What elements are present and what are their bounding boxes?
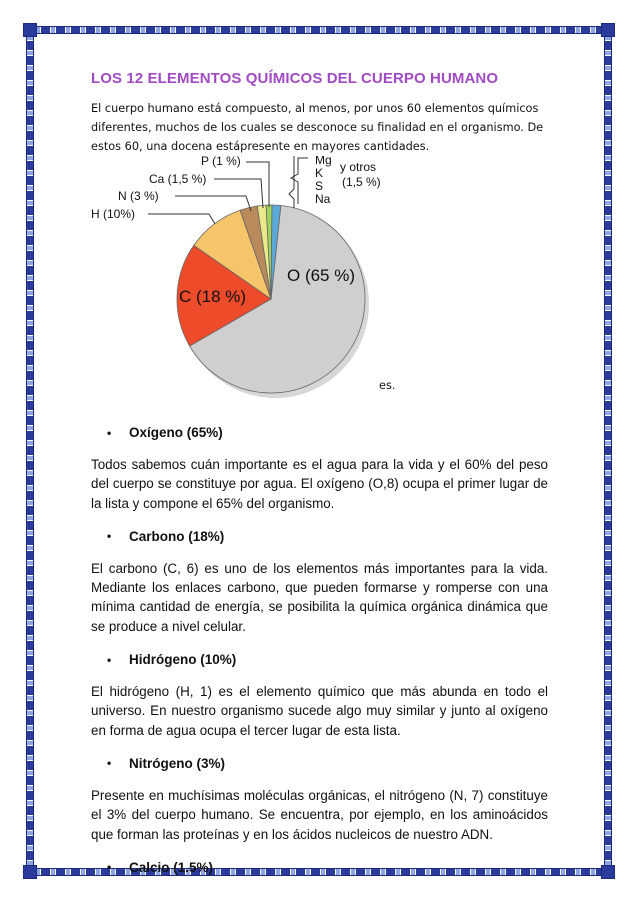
pie-label-group-k: K <box>315 166 324 180</box>
page-border-top <box>26 26 612 34</box>
pie-label-p: P (1 %) <box>201 156 241 168</box>
section-heading <box>91 652 548 667</box>
bullet-icon: • <box>107 860 112 875</box>
trailing-text: es. <box>379 379 396 392</box>
pie-label-group-na: Na <box>315 192 331 206</box>
pie-label-h: H (10%) <box>91 207 136 221</box>
border-corner-bottom-right <box>601 865 615 879</box>
bullet-icon: • <box>107 425 112 440</box>
pie-label-c: C (18 %) <box>179 287 247 306</box>
pie-label-ca: Ca (1,5 %) <box>149 172 207 186</box>
section-body: Todos sabemos cuán importante es el agua para la vida y el 60% del peso del cuerpo se constituye por agua. El oxígeno (O,8) ocupa el primer lugar de la lista y compone el 65% del organismo. <box>91 457 548 511</box>
pie-label-o: O (65 %) <box>287 266 356 285</box>
section-heading <box>91 860 548 875</box>
bullet-icon: • <box>107 529 112 544</box>
page-border-left <box>26 26 34 876</box>
leader-p <box>246 162 269 207</box>
leader-group-bracket <box>289 156 294 208</box>
section-body: El hidrógeno (H, 1) es el elemento químico que más abunda en todo el universo. En nuestro organismo sucede algo muy similar y junto al oxígeno en forma de agua ocupa el tercer lugar de esta lista. <box>91 684 548 738</box>
leader-n <box>175 196 251 211</box>
document-title: LOS 12 ELEMENTOS QUÍMICOS DEL CUERPO HUMANO <box>91 70 499 87</box>
pie-chart-figure <box>91 156 548 404</box>
bullet-icon: • <box>107 652 112 667</box>
intro-paragraph: El cuerpo humano está compuesto, al menos, por unos 60 elementos químicos diferentes, muchos de los cuales se desconoce su finalidad en el organismo. De estos 60, una docena estápresente en mayores cantidades. <box>91 102 544 153</box>
page-border-right <box>604 26 612 876</box>
section-heading-text: Oxígeno (65%) <box>129 425 223 440</box>
section-body: Presente en muchísimas moléculas orgánicas, el nitrógeno (N, 7) constituye el 3% del cuerpo humano. Se encuentra, por ejemplo, en los aminoácidos que forman las proteínas y en los ácidos nucleicos de nuestro ADN. <box>91 787 548 842</box>
section-heading <box>91 756 548 771</box>
section-heading-text: Carbono (18%) <box>129 528 225 544</box>
pie-label-n: N (3 %) <box>118 189 159 203</box>
section-body: El carbono (C, 6) es uno de los elementos más importantes para la vida. Mediante los enlaces carbono, que pueden formarse y romperse con una mínima cantidad de energía, se posibilita la química orgánica dinámica que se produce a nivel celular. <box>91 560 548 634</box>
border-corner-top-right <box>601 23 615 37</box>
pie-label-otros-value: (1,5 %) <box>342 175 381 189</box>
border-corner-top-left <box>23 23 37 37</box>
section-heading-text: Hidrógeno (10%) <box>129 652 237 668</box>
leader-h <box>148 214 215 224</box>
element-sections <box>91 425 548 875</box>
leader-ca <box>214 179 263 208</box>
section-heading <box>91 529 548 544</box>
pie-label-group-s: S <box>315 179 324 193</box>
pie-label-group-mg: Mg <box>315 156 332 167</box>
border-corner-bottom-left <box>23 865 37 879</box>
section-heading-text: Calcio (1.5%) <box>129 859 214 875</box>
pie-chart <box>91 156 548 404</box>
section-heading <box>91 425 548 440</box>
section-heading-text: Nitrógeno (3%) <box>129 755 225 771</box>
bullet-icon: • <box>107 756 112 771</box>
document-content <box>91 70 548 875</box>
pie-label-otros: y otros <box>340 160 377 174</box>
